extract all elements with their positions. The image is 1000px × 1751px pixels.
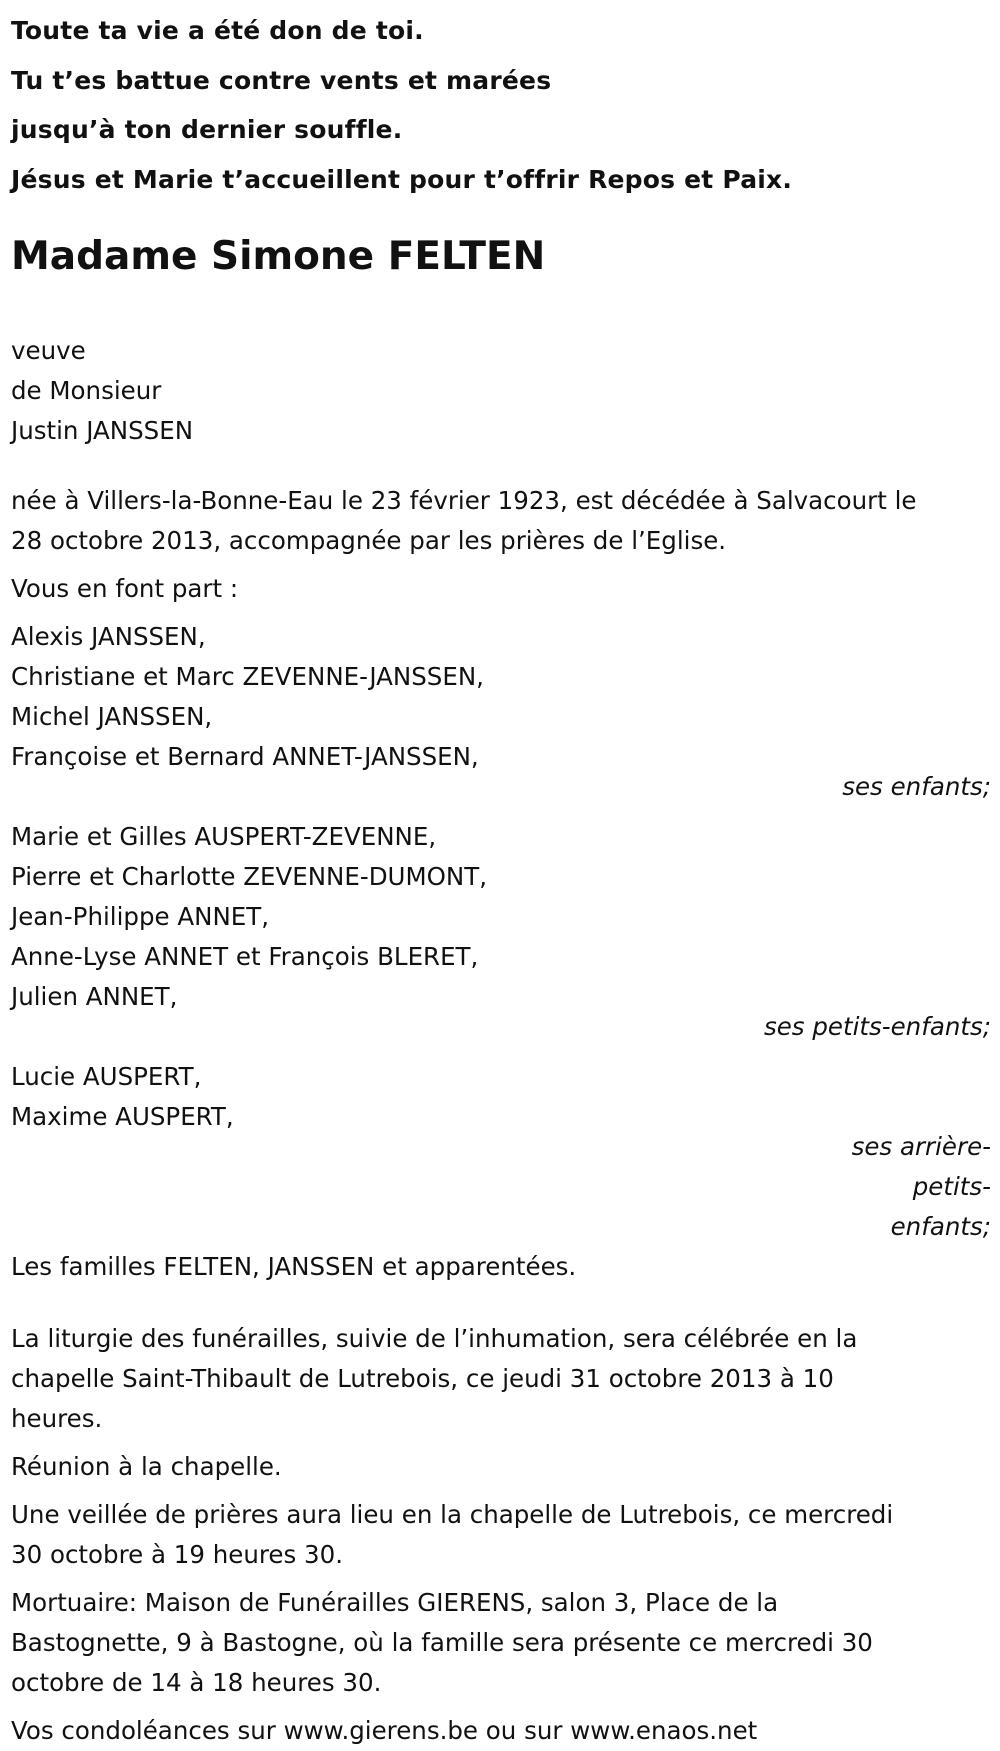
list-item: Julien ANNET, [11, 982, 178, 1011]
list-item: Alexis JANSSEN, [11, 622, 206, 651]
vigil-line: 30 octobre à 19 heures 30. [11, 1540, 343, 1569]
list-item: Maxime AUSPERT, [11, 1102, 234, 1131]
poem-line: jusqu’à ton dernier souffle. [11, 115, 403, 144]
reunion-text: Réunion à la chapelle. [11, 1452, 282, 1481]
vigil-block [11, 1495, 1000, 1575]
role-line: enfants; [890, 1212, 991, 1241]
great-grandchildren-role [791, 1127, 991, 1247]
children-list [11, 617, 1000, 777]
liturgy-line: chapelle Saint-Thibault de Lutrebois, ce jeudi 31 octobre 2013 à 10 [11, 1364, 834, 1393]
list-item: Pierre et Charlotte ZEVENNE-DUMONT, [11, 862, 487, 891]
grandchildren-role: ses petits-enfants; [763, 1012, 991, 1041]
list-item: Lucie AUSPERT, [11, 1062, 202, 1091]
list-item: Jean-Philippe ANNET, [11, 902, 270, 931]
mortuary-block [11, 1583, 1000, 1703]
announce-text: Vous en font part : [11, 574, 239, 603]
widow-block [11, 331, 1000, 451]
widow-line: Justin JANSSEN [11, 416, 194, 445]
list-item: Marie et Gilles AUSPERT-ZEVENNE, [11, 822, 437, 851]
poem-line: Tu t’es battue contre vents et marées [11, 65, 552, 95]
list-item: Michel JANSSEN, [11, 702, 213, 731]
mortuary-line: Bastognette, 9 à Bastogne, où la famille sera présente ce mercredi 30 [11, 1628, 873, 1657]
vigil-line: Une veillée de prières aura lieu en la chapelle de Lutrebois, ce mercredi [11, 1500, 894, 1529]
list-item: Anne-Lyse ANNET et François BLERET, [11, 942, 479, 971]
poem [11, 0, 1000, 204]
great-grandchildren-list [11, 1057, 1000, 1137]
birth-death-line: 28 octobre 2013, accompagnée par les prières de l’Eglise. [11, 526, 727, 555]
mortuary-line: Mortuaire: Maison de Funérailles GIERENS, salon 3, Place de la [11, 1588, 779, 1617]
poem-line: Jésus et Marie t’accueillent pour t’offrir Repos et Paix. [11, 164, 793, 194]
liturgy-line: heures. [11, 1404, 103, 1433]
mortuary-line: octobre de 14 à 18 heures 30. [11, 1668, 382, 1697]
list-item: Françoise et Bernard ANNET-JANSSEN, [11, 742, 479, 771]
children-role: ses enfants; [842, 772, 991, 801]
deceased-name: Madame Simone FELTEN [11, 234, 546, 279]
families-text: Les familles FELTEN, JANSSEN et apparentées. [11, 1252, 577, 1281]
poem-line: Toute ta vie a été don de toi. [11, 16, 424, 45]
widow-line: veuve [11, 336, 86, 365]
condolences-text: Vos condoléances sur www.gierens.be ou sur www.enaos.net [11, 1716, 758, 1745]
role-line: ses arrière-petits- [851, 1132, 991, 1201]
birth-death-line: née à Villers-la-Bonne-Eau le 23 février 1923, est décédée à Salvacourt le [11, 486, 917, 515]
liturgy-block [11, 1319, 1000, 1439]
list-item: Christiane et Marc ZEVENNE-JANSSEN, [11, 662, 484, 691]
widow-line: de Monsieur [11, 376, 162, 405]
liturgy-line: La liturgie des funérailles, suivie de l’inhumation, sera célébrée en la [11, 1324, 858, 1353]
grandchildren-list [11, 817, 1000, 1017]
birth-death-block [11, 481, 1000, 561]
